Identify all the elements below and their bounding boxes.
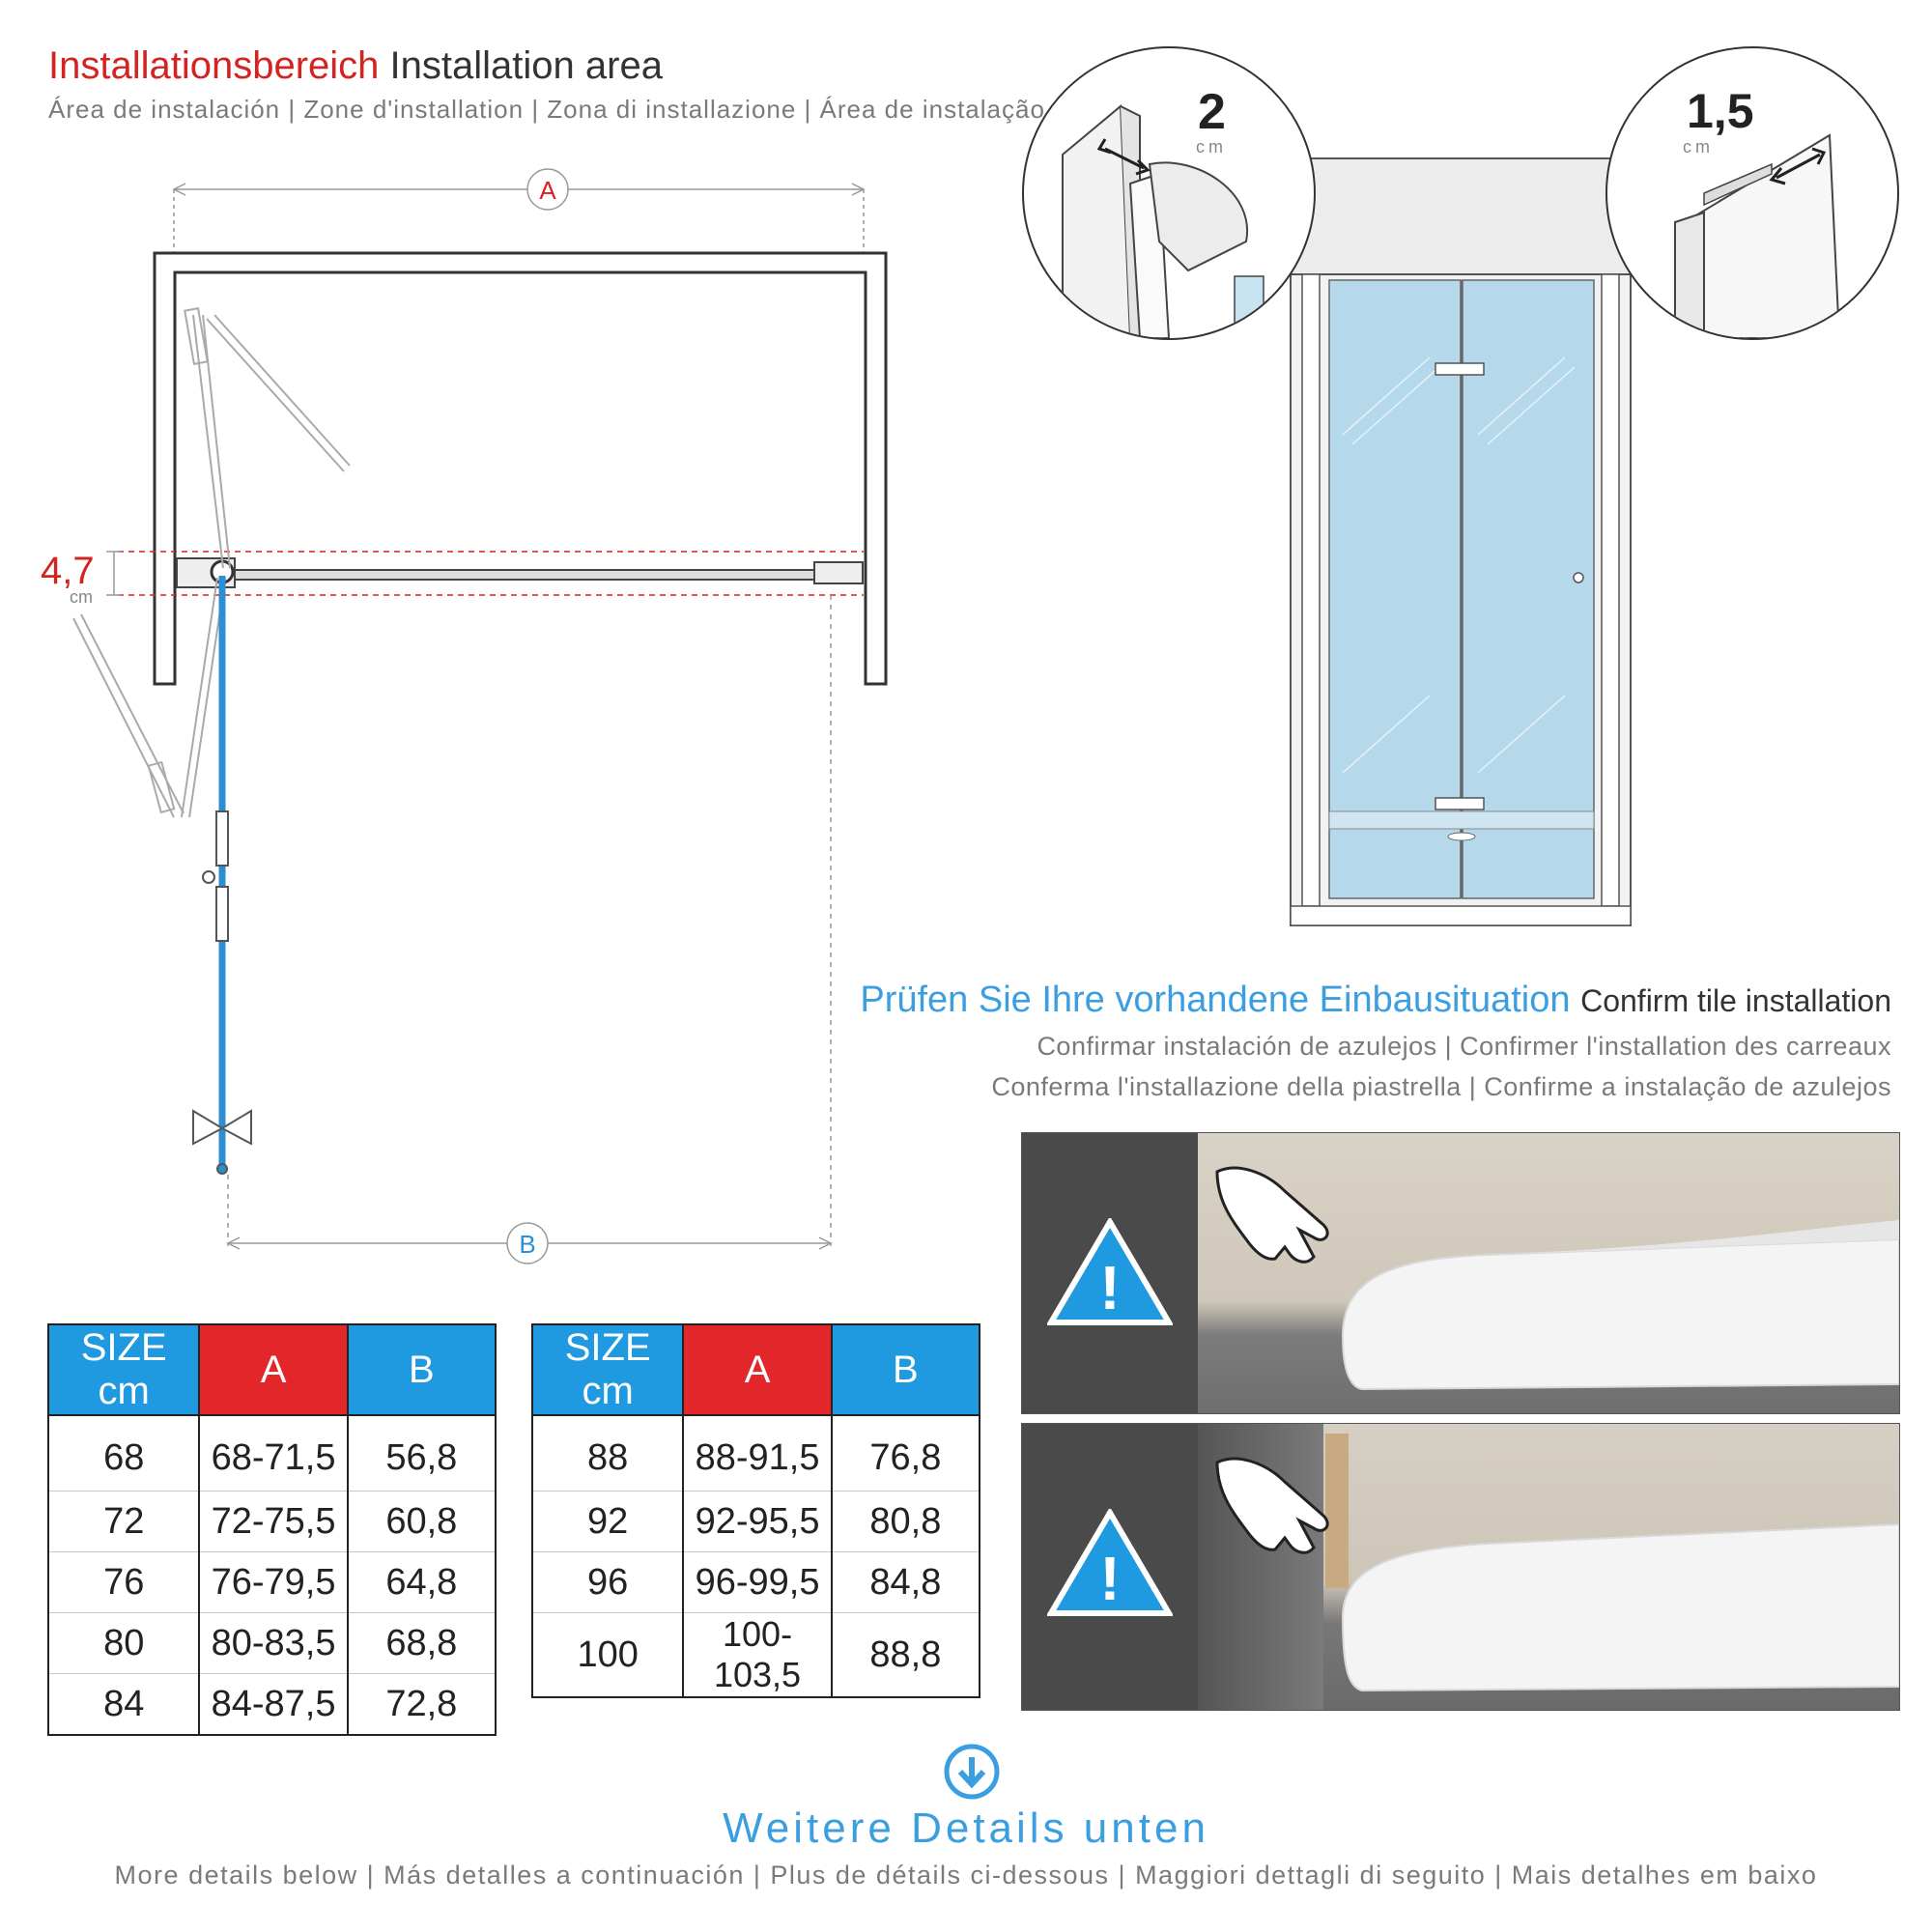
dimension-b-label: B (519, 1230, 536, 1259)
svg-text:!: ! (1099, 1253, 1121, 1322)
warning-icon-top (1047, 1218, 1173, 1326)
table-row: 80 80-83,5 68,8 (48, 1613, 496, 1674)
table-row: 72 72-75,5 60,8 (48, 1492, 496, 1552)
table-row: 100 100-103,5 88,8 (532, 1613, 980, 1698)
check-title-en: Confirm tile installation (1580, 983, 1891, 1018)
door-ghost-upper (185, 308, 350, 568)
wall-outline (155, 253, 886, 684)
dimension-a-label: A (539, 176, 556, 205)
table-header: B (348, 1324, 496, 1415)
svg-text:!: ! (1099, 1544, 1121, 1613)
door-ghost-lower (73, 578, 225, 817)
detail-circle-left (1022, 46, 1316, 340)
table-row: 96 96-99,5 84,8 (532, 1552, 980, 1613)
hinge-bottom (1435, 798, 1484, 810)
check-title-de: Prüfen Sie Ihre vorhandene Einbausituation (860, 980, 1571, 1020)
install-subtitle: Área de instalación | Zone d'installation | Zona di installazione | Área de instalação (48, 95, 1045, 124)
tile-photo-top (1021, 1132, 1900, 1414)
table-header: A (199, 1324, 347, 1415)
depth-value: 4,7 (41, 550, 95, 592)
table-row: 88 88-91,5 76,8 (532, 1415, 980, 1492)
detail-circle-right (1605, 46, 1899, 340)
table-row: 84 84-87,5 72,8 (48, 1674, 496, 1736)
footer-subtitle: More details below | Más detalles a continuación | Plus de détails ci-dessous | Maggiori dettagli di seguito | Mais detalhes em baixo (114, 1861, 1818, 1889)
check-heading (860, 980, 1891, 1021)
door-open-blue (193, 576, 251, 1174)
detail-left-unit: cm (1196, 137, 1227, 156)
table-header: SIZE cm (48, 1324, 199, 1415)
table-header: A (683, 1324, 831, 1415)
size-table-left (47, 1323, 497, 1736)
install-title-de: Installationsbereich (48, 44, 380, 87)
table-row: 68 68-71,5 56,8 (48, 1415, 496, 1492)
check-line-3: Conferma l'installazione della piastrella | Confirme a instalação de azulejos (991, 1072, 1891, 1101)
detail-right-unit: cm (1683, 137, 1714, 156)
table-header: B (832, 1324, 980, 1415)
install-title-en: Installation area (389, 44, 663, 87)
dimension-a (174, 184, 864, 253)
wall-profile (177, 558, 863, 587)
detail-right-value: 1,5 (1687, 84, 1754, 138)
check-line-2: Confirmar instalación de azulejos | Confirmer l'installation des carreaux (1037, 1032, 1891, 1061)
dimension-b (228, 595, 831, 1249)
footer-title: Weitere Details unten (723, 1804, 1209, 1852)
floor-plan-diagram (0, 0, 966, 1285)
hinge-top (1435, 363, 1484, 375)
arrow-down-circle-icon[interactable] (943, 1743, 1001, 1801)
door-knob (1574, 573, 1583, 582)
table-row: 92 92-95,5 80,8 (532, 1492, 980, 1552)
detail-left-value: 2 (1198, 84, 1226, 140)
table-header: SIZE cm (532, 1324, 683, 1415)
depth-unit: cm (70, 587, 93, 607)
warning-icon-bottom (1047, 1509, 1173, 1617)
tile-photo-bottom (1021, 1423, 1900, 1711)
size-table-right (531, 1323, 980, 1698)
table-row: 76 76-79,5 64,8 (48, 1552, 496, 1613)
